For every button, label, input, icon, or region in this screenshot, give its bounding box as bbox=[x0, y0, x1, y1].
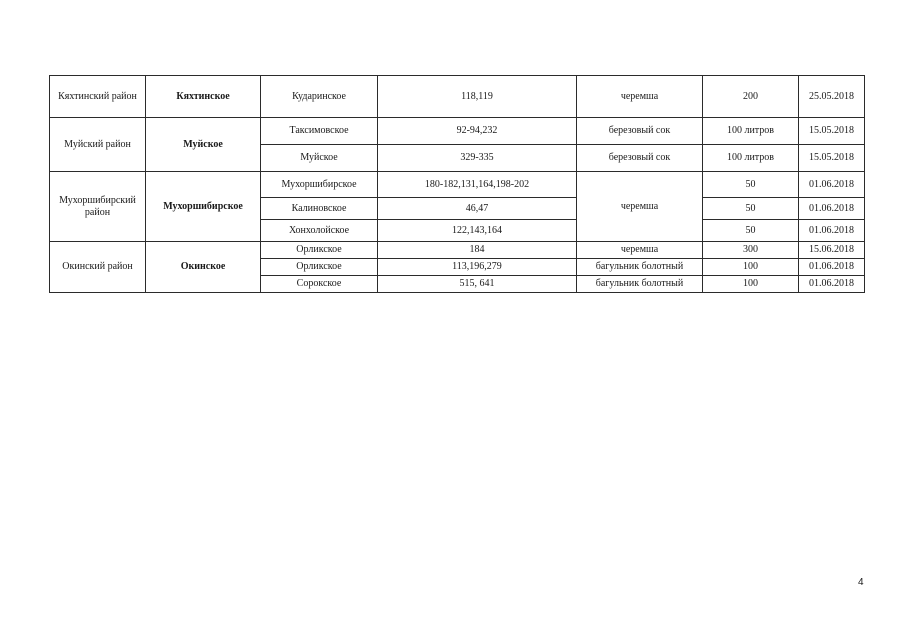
quarters-cell: 122,143,164 bbox=[378, 220, 577, 242]
volume-cell: 50 bbox=[703, 198, 799, 220]
resource-cell: багульник болотный bbox=[577, 259, 703, 276]
resource-cell: багульник болотный bbox=[577, 276, 703, 293]
page-number: 4 bbox=[858, 577, 864, 588]
resource-cell: березовый сок bbox=[577, 118, 703, 145]
volume-cell: 200 bbox=[703, 76, 799, 118]
quarters-cell: 92-94,232 bbox=[378, 118, 577, 145]
municipality-cell: Кяхтинское bbox=[146, 76, 261, 118]
date-cell: 01.06.2018 bbox=[799, 172, 865, 198]
quarters-cell: 184 bbox=[378, 242, 577, 259]
quarters-cell: 329-335 bbox=[378, 145, 577, 172]
table-row bbox=[50, 242, 865, 259]
quarters-cell: 180-182,131,164,198-202 bbox=[378, 172, 577, 198]
volume-cell: 50 bbox=[703, 220, 799, 242]
harvest-schedule-table bbox=[49, 75, 865, 293]
table-row bbox=[50, 76, 865, 118]
forestry-cell: Кударинское bbox=[261, 76, 378, 118]
volume-cell: 100 bbox=[703, 259, 799, 276]
date-cell: 01.06.2018 bbox=[799, 220, 865, 242]
municipality-cell: Окинское bbox=[146, 242, 261, 293]
volume-cell: 100 литров bbox=[703, 145, 799, 172]
resource-cell: черемша bbox=[577, 172, 703, 242]
date-cell: 25.05.2018 bbox=[799, 76, 865, 118]
resource-cell: черемша bbox=[577, 242, 703, 259]
volume-cell: 100 литров bbox=[703, 118, 799, 145]
resource-cell: березовый сок bbox=[577, 145, 703, 172]
forestry-cell: Муйское bbox=[261, 145, 378, 172]
forestry-cell: Мухоршибирское bbox=[261, 172, 378, 198]
date-cell: 01.06.2018 bbox=[799, 198, 865, 220]
quarters-cell: 515, 641 bbox=[378, 276, 577, 293]
volume-cell: 50 bbox=[703, 172, 799, 198]
volume-cell: 100 bbox=[703, 276, 799, 293]
district-cell: Муйский район bbox=[50, 118, 146, 172]
forestry-cell: Орликское bbox=[261, 259, 378, 276]
forestry-cell: Хонхолойское bbox=[261, 220, 378, 242]
date-cell: 15.05.2018 bbox=[799, 145, 865, 172]
municipality-cell: Мухоршибирское bbox=[146, 172, 261, 242]
table-row bbox=[50, 118, 865, 145]
resource-cell: черемша bbox=[577, 76, 703, 118]
district-cell: Мухоршибирский район bbox=[50, 172, 146, 242]
quarters-cell: 118,119 bbox=[378, 76, 577, 118]
district-cell: Окинский район bbox=[50, 242, 146, 293]
date-cell: 01.06.2018 bbox=[799, 276, 865, 293]
volume-cell: 300 bbox=[703, 242, 799, 259]
forestry-cell: Сорокское bbox=[261, 276, 378, 293]
forestry-cell: Орликское bbox=[261, 242, 378, 259]
district-cell: Кяхтинский район bbox=[50, 76, 146, 118]
date-cell: 15.05.2018 bbox=[799, 118, 865, 145]
municipality-cell: Муйское bbox=[146, 118, 261, 172]
table-row bbox=[50, 172, 865, 198]
quarters-cell: 113,196,279 bbox=[378, 259, 577, 276]
date-cell: 01.06.2018 bbox=[799, 259, 865, 276]
forestry-cell: Калиновское bbox=[261, 198, 378, 220]
date-cell: 15.06.2018 bbox=[799, 242, 865, 259]
forestry-cell: Таксимовское bbox=[261, 118, 378, 145]
quarters-cell: 46,47 bbox=[378, 198, 577, 220]
